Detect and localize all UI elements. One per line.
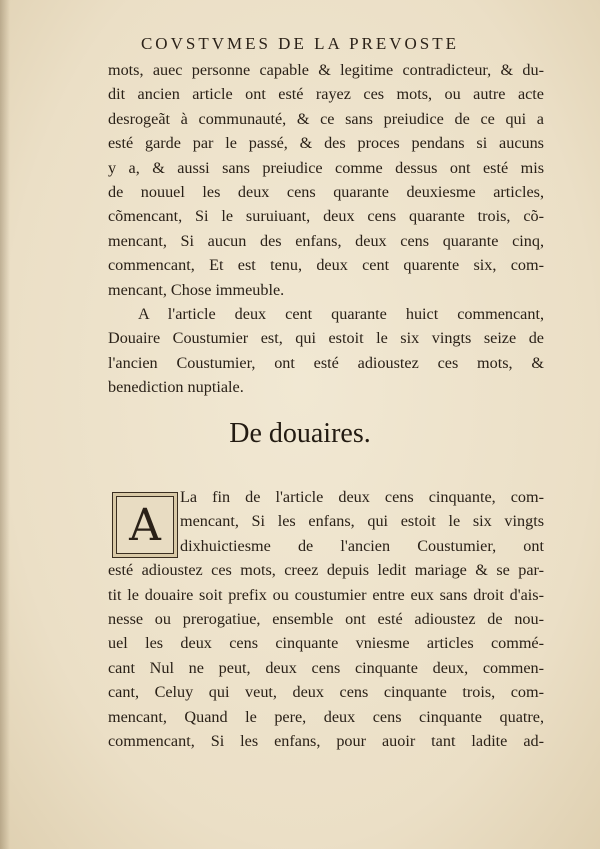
text-line: mencant, Si les enfans, qui estoit le six vingts — [180, 512, 544, 531]
text-line: esté adioustez ces mots, creez depuis ledit mariage & se par- — [108, 561, 544, 580]
running-head: COVSTVMES DE LA PREVOSTE — [140, 34, 460, 53]
text-line: l'ancien Coustumier, ont esté adioustez ces mots, & — [108, 353, 544, 372]
text-line: tit le douaire soit prefix ou coustumier entre eux sans droit d'ais- — [108, 585, 544, 604]
text-line: uel les deux cens cinquante vniesme articles commé- — [108, 634, 544, 653]
text-line: dit ancien article ont esté rayez ces mots, ou autre acte — [108, 85, 544, 104]
text-line: cant, Celuy qui veut, deux cens cinquante trois, com- — [108, 683, 544, 702]
text-line: commencant, Et est tenu, deux cent quarente six, com- — [108, 256, 544, 275]
text-line: A l'article deux cent quarante huict commencant, — [138, 304, 544, 323]
text-line: desrogeãt à communauté, & ce sans preiudice de ce qui a — [108, 109, 544, 128]
text-line: La fin de l'article deux cens cinquante, com- — [180, 488, 544, 506]
text-line: cant Nul ne peut, deux cens cinquante deux, commen- — [108, 658, 544, 677]
text-line: de nouuel les deux cens quarante deuxiesme articles, — [108, 182, 544, 201]
text-line: mencant, Chose immeuble. — [108, 280, 285, 299]
text-line: cõmencant, Si le suruiuant, deux cens quarante trois, cõ- — [108, 207, 544, 226]
text-line: commencant, Si les enfans, pour auoir tant ladite ad- — [108, 731, 544, 750]
text-line: y a, & aussi sans preiudice comme dessus ont esté mis — [108, 158, 544, 177]
section-paragraph — [108, 485, 544, 753]
text-line: mots, auec personne capable & legitime contradicteur, & du- — [108, 61, 544, 79]
text-line: dixhuictiesme de l'ancien Coustumier, ont — [180, 536, 544, 555]
text-line: nesse ou prerogatiue, ensemble ont esté adioustez de nou- — [108, 609, 544, 628]
text-line: esté garde par le passé, & des proces pendans si aucuns — [108, 134, 544, 153]
text-line: benediction nuptiale. — [108, 378, 244, 397]
text-line: mencant, Si aucun des enfans, deux cens quarante cinq, — [108, 231, 544, 250]
text-line: Douaire Coustumier est, qui estoit le six vingts seize de — [108, 329, 544, 348]
text-line: mencant, Quand le pere, deux cens cinquante quatre, — [108, 707, 544, 726]
section-heading: De douaires. — [229, 418, 371, 449]
body-paragraph — [108, 58, 544, 399]
drop-cap-initial: A — [112, 492, 178, 558]
